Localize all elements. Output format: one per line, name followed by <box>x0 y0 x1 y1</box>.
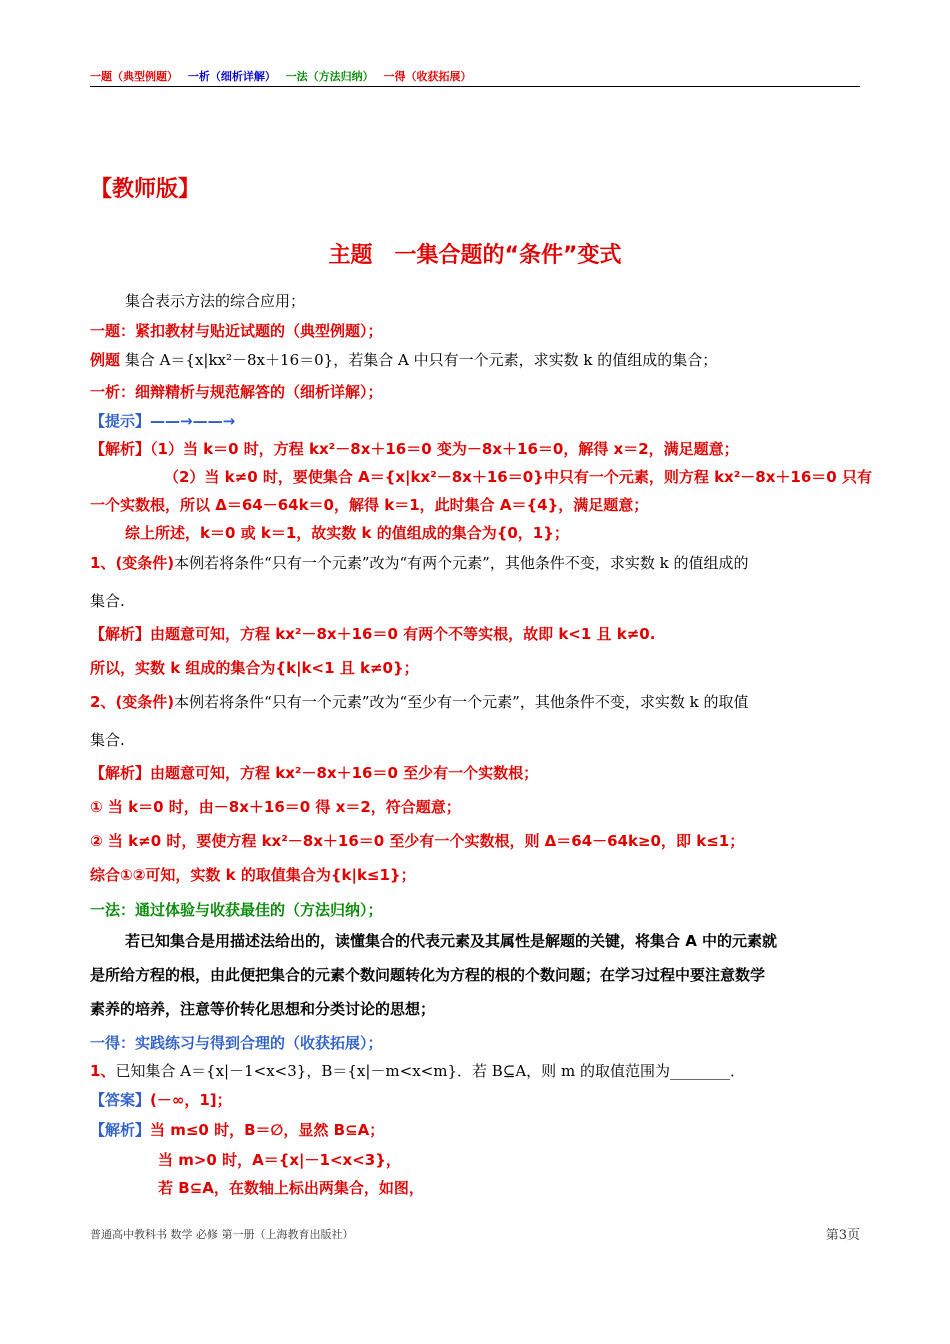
page-title <box>0 238 950 269</box>
variant-1-solution-label: 【解析】 <box>90 625 151 643</box>
method-line-3: 素养的培养，注意等价转化思想和分类讨论的思想； <box>90 1000 436 1018</box>
variant-1-text-cont: 集合. <box>90 592 125 610</box>
section-heading-practice: 一得：实践练习与得到合理的（收获拓展）； <box>90 1034 383 1052</box>
variant-2-solution-text: 由题意可知，方程 kx²－8x＋16＝0 至少有一个实数根； <box>150 764 539 782</box>
variant-2-solution-label: 【解析】 <box>90 764 151 782</box>
section-heading-analysis: 一析：细辩精析与规范解答的（细析详解）； <box>90 383 383 401</box>
variant-1-solution-text: 由题意可知，方程 kx²－8x＋16＝0 有两个不等实根，故即 k<1 且 k≠0. <box>150 625 656 643</box>
exercise-1-problem <box>90 1060 745 1081</box>
exercise-1-answer <box>90 1089 232 1110</box>
method-line-1: 若已知集合是用描述法给出的，读懂集合的代表元素及其属性是解题的关键，将集合 A 中的元素就 <box>125 932 778 950</box>
solution-line-4: 综上所述，k＝0 或 k＝1，故实数 k 的值组成的集合为{0，1}； <box>125 524 569 542</box>
variant-2-text-cont: 集合. <box>90 731 125 749</box>
page-number: 第3页 <box>825 1228 860 1243</box>
example-text: 集合 A＝{x|kx²－8x＋16＝0}，若集合 A 中只有一个元素，求实数 k 的值组成的集合； <box>124 351 718 369</box>
solution-line-1 <box>90 438 739 459</box>
teacher-edition-label: 【教师版】 <box>90 177 201 202</box>
solution-line-2: （2）当 k≠0 时，要使集合 A＝{x|kx²－8x＋16＝0}中只有一个元素，则方程 kx²－8x＋16＝0 只有 <box>164 468 872 486</box>
exercise-1-solution-text: 当 m≤0 时，B＝∅，显然 B⊆A； <box>150 1121 385 1139</box>
intro-text: 集合表示方法的综合应用； <box>125 292 306 310</box>
exercise-1-text: 已知集合 A＝{x|－1<x<3}，B＝{x|－m<x<m}．若 B⊆A，则 m 的取值范围为________． <box>115 1062 745 1080</box>
variant-1-text: 本例若将条件“只有一个元素”改为“有两个元素”，其他条件不变，求实数 k 的值组成的 <box>174 554 749 572</box>
variant-2-number: 2、 <box>90 693 116 711</box>
exercise-1-number: 1、 <box>90 1062 116 1080</box>
header-item-1: 一题（典型例题） <box>90 70 178 83</box>
exercise-1-solution-3: 若 B⊆A，在数轴上标出两集合，如图， <box>158 1179 424 1197</box>
title-quoted: “条件” <box>504 243 578 268</box>
method-line-2: 是所给方程的根，由此便把集合的元素个数问题转化为方程的根的个数问题；在学习过程中要注意数学 <box>90 966 766 984</box>
variant-1-solution-2: 所以，实数 k 组成的集合为{k|k<1 且 k≠0}； <box>90 659 419 677</box>
exercise-1-solution-1 <box>90 1119 384 1140</box>
title-suffix: 变式 <box>577 243 622 268</box>
page-header <box>90 68 860 87</box>
variant-1-number: 1、 <box>90 554 116 572</box>
answer-label: 【答案】 <box>90 1091 151 1109</box>
solution-label: 【解析】 <box>90 440 151 458</box>
variant-2-text: 本例若将条件“只有一个元素”改为“至少有一个元素”，其他条件不变，求实数 k 的取值 <box>174 693 749 711</box>
variant-2-solution-1 <box>90 762 538 783</box>
header-item-4: 一得（收获拓展） <box>383 70 472 83</box>
footer-book-info: 普通高中教科书 数学 必修 第一册（上海教育出版社） <box>90 1228 354 1241</box>
header-item-3: 一法（方法归纳） <box>285 70 374 83</box>
section-heading-example: 一题：紧扣教材与贴近试题的（典型例题）； <box>90 322 383 340</box>
variant-2-problem <box>90 691 748 712</box>
method-paragraph <box>90 924 860 1026</box>
hint-line: 【提示】——→——→ <box>90 412 236 430</box>
example-label: 例题 <box>90 351 121 369</box>
variant-2-solution-3: ② 当 k≠0 时，要使方程 kx²－8x＋16＝0 至少有一个实数根，则 Δ＝64－64k≥0，即 k≤1； <box>90 832 745 850</box>
solution-text-1: （1）当 k＝0 时，方程 kx²－8x＋16＝0 变为－8x＋16＝0，解得 x＝2，满足题意； <box>150 440 739 458</box>
variant-1-tag: (变条件) <box>115 554 175 572</box>
answer-text: (－∞，1]； <box>150 1091 232 1109</box>
variant-2-solution-4: 综合①②可知，实数 k 的取值集合为{k|k≤1}； <box>90 866 416 884</box>
variant-1-problem <box>90 552 748 573</box>
exercise-1-solution-2: 当 m>0 时，A＝{x|－1<x<3}， <box>158 1151 401 1169</box>
variant-1-solution-1 <box>90 623 655 644</box>
title-prefix: 主题 一集合题的 <box>328 243 505 268</box>
solution-line-3: 一个实数根，所以 Δ＝64－64k＝0，解得 k＝1，此时集合 A＝{4}，满足题意； <box>90 496 649 514</box>
header-item-2: 一析（细析详解） <box>187 70 276 83</box>
exercise-1-solution-label: 【解析】 <box>90 1121 151 1139</box>
variant-2-solution-2: ① 当 k＝0 时，由－8x＋16＝0 得 x＝2，符合题意； <box>90 798 461 816</box>
variant-2-tag: (变条件) <box>115 693 175 711</box>
section-heading-method: 一法：通过体验与收获最佳的（方法归纳）； <box>90 901 383 919</box>
example-problem <box>90 349 717 370</box>
